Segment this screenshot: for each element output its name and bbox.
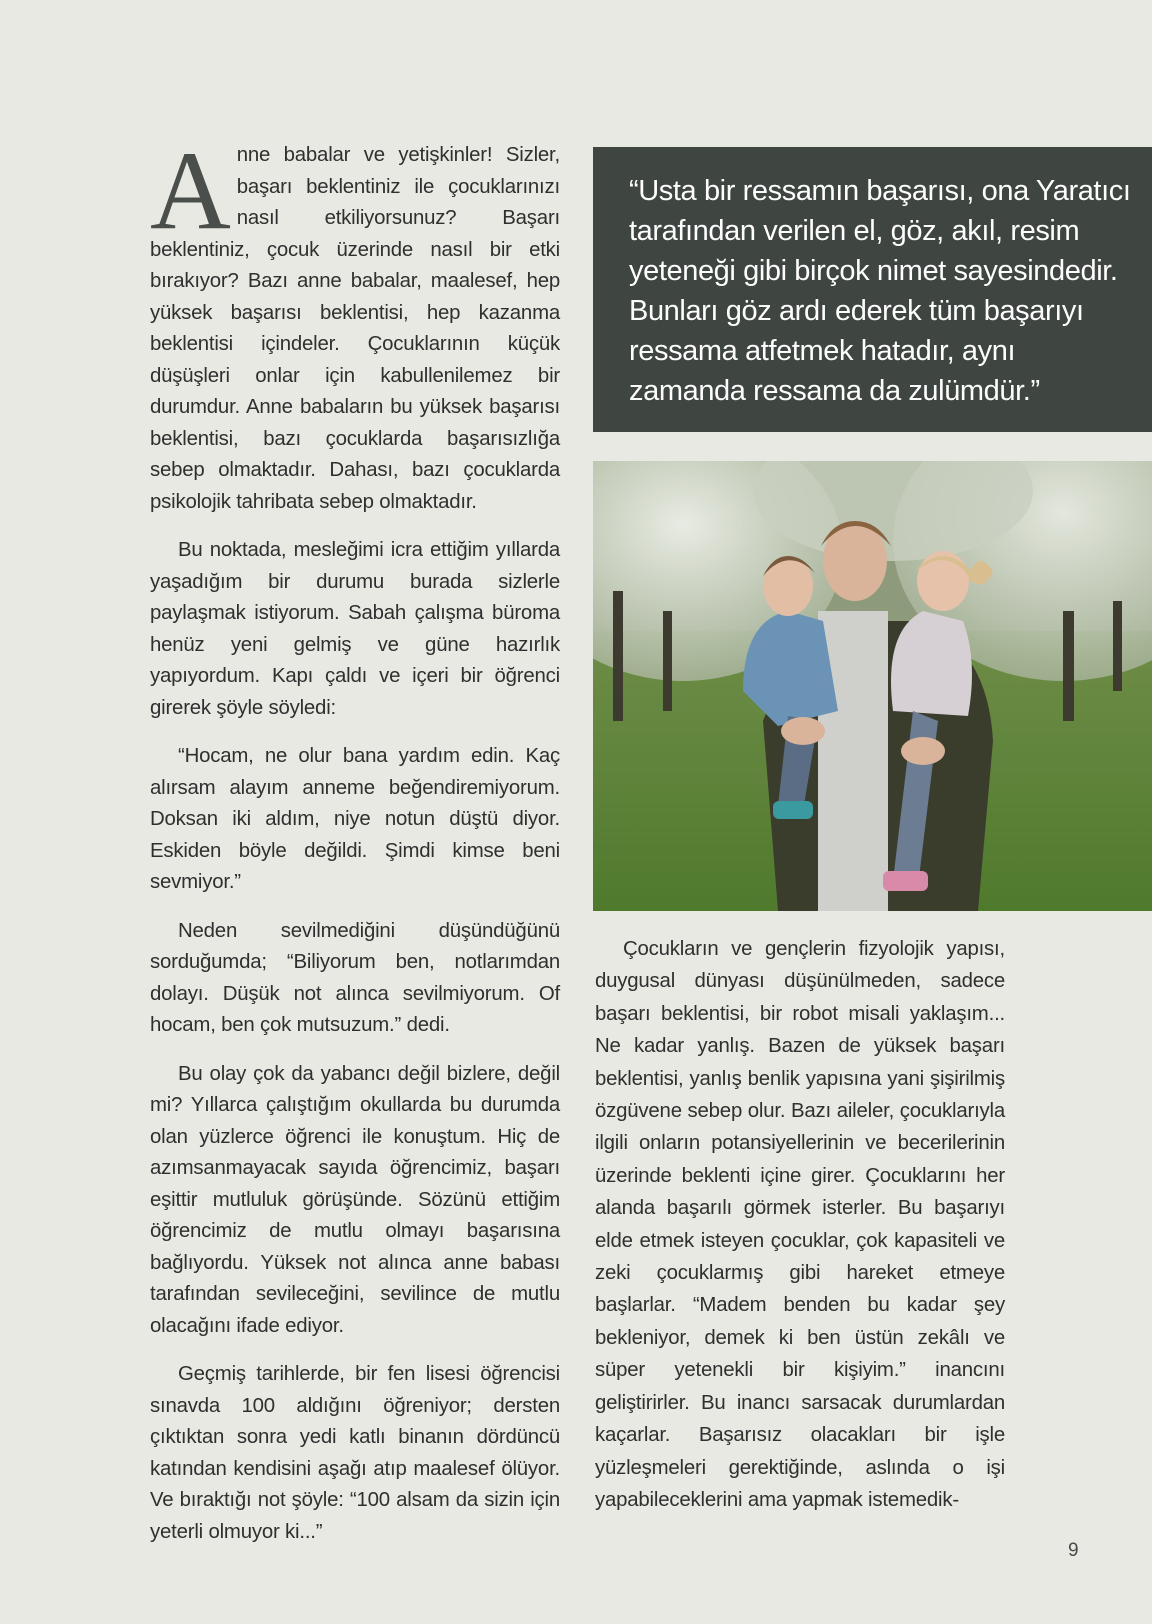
body-paragraph: Bu olay çok da yabancı değil bizlere, değil mi? Yıllarca çalıştığım okullarda bu durumda olan yüzlerce öğrenci ile konuştum. Hiç de azımsanmayacak sayıda öğrencimiz, başarı eşittir mutluluk görüşünde. Sözünü ettiğim öğrencimiz de mutlu olmayı başarısına bağlıyordu. Yüksek not alınca anne babası tarafından sevileceğini, sevilince de mutlu olacağını ifade ediyor. — [150, 1062, 560, 1337]
pull-quote-text: “Usta bir ressamın başarısı, ona Yaratıcı tarafından verilen el, göz, akıl, resim yeteneği gibi birçok nimet sayesindedir. Bunları göz ardı ederek tüm başarıyı ressama atfetmek hatadır, aynı zamanda ressama da zulümdür.” — [629, 175, 1131, 407]
right-column — [595, 933, 1005, 1533]
left-column — [150, 129, 560, 1565]
body-paragraph: Neden sevilmediğini düşündüğünü sorduğumda; “Biliyorum ben, notlarımdan dolayı. Düşük not alınca sevilmiyorum. Of hocam, ben çok mutsuzum.” dedi. — [150, 919, 560, 1036]
page-number: 9 — [1068, 1540, 1079, 1561]
body-paragraph: Çocukların ve gençlerin fizyolojik yapısı, duygusal dünyası düşünülmeden, sadece başarı beklentisi, bir robot misali yaklaşım... Ne kadar yanlış. Bazen de yüksek başarı beklentisi, yanlış benlik yapısına yani şişirilmiş özgüvene sebep olur. Bazı aileler, çocuklarıyla ilgili onların potansiyellerinin ve becerilerinin üzerinde beklenti içine girer. Çocuklarını her alanda başarılı görmek isterler. Bu başarıyı elde etmek isteyen çocuklar, çok kapasiteli ve zeki çocuklarmış gibi hareket etmeye başlarlar. “Madem benden bu kadar şey bekleniyor, demek ki ben üstün zekâlı ve süper yetenekli bir kişiyim.” inancını geliştirirler. Bu inancı sarsacak durumlardan kaçarlar. Başarısız olacakları bir işle yüzleşmeleri gerektiğinde, aslında o işi yapabileceklerini ama yapmak istemedik- — [595, 938, 1005, 1511]
intro-paragraph-text: nne babalar ve yetişkinler! Sizler, başarı beklentiniz ile çocuklarınızı nasıl etkiliyorsunuz? Başarı beklentiniz, çocuk üzerinde nasıl bir etki bırakıyor? Bazı anne babalar, maalesef, hep yüksek başarısı beklentisi, hep kazanma beklentisi içindeler. Çocuklarının küçük düşüşleri onlar için kabullenilemez bir durumdur. Anne babaların bu yüksek başarısı beklentisi, bazı çocuklarda başarısızlığa sebep olmaktadır. Dahası, bazı çocuklarda psikolojik tahribata sebep olmaktadır. — [150, 144, 560, 513]
intro-paragraph — [150, 129, 560, 518]
body-paragraph: Bu noktada, mesleğimi icra ettiğim yıllarda yaşadığım bir durumu burada sizlerle paylaşmak istiyorum. Sabah çalışma büroma henüz yeni gelmiş ve güne hazırlık yapıyordum. Kapı çaldı ve içeri bir öğrenci girerek şöyle söyledi: — [150, 539, 560, 719]
family-photo-illustration — [593, 461, 1152, 911]
pull-quote-box — [593, 147, 1152, 432]
body-paragraph: Geçmiş tarihlerde, bir fen lisesi öğrencisi sınavda 100 aldığını öğreniyor; dersten çıktıktan sonra yedi katlı binanın dördüncü katından kendisini aşağı atıp maalesef ölüyor. Ve bıraktığı not şöyle: “100 alsam da sizin için yeterli olmuyor ki...” — [150, 1363, 560, 1543]
student-quote-paragraph: “Hocam, ne olur bana yardım edin. Kaç alırsam alayım anneme beğendiremiyorum. Doksan iki aldım, niye notun düştü diyor. Eskiden böyle değildi. Şimdi kimse beni sevmiyor.” — [150, 745, 560, 893]
family-photo — [593, 461, 1152, 911]
drop-cap: A — [150, 129, 231, 253]
